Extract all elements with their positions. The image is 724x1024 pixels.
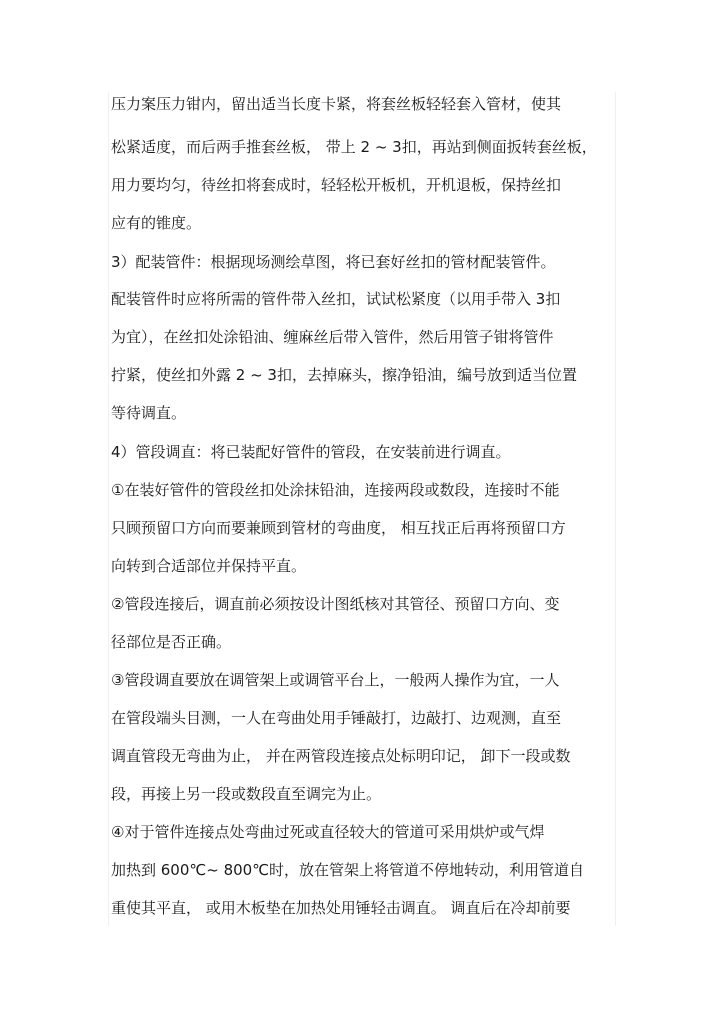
text-line: 段，再接上另一段或数段直至调完为止。 (111, 785, 382, 803)
text-line: 压力案压力钳内，留出适当长度卡紧，将套丝板轻轻套入管材，使其 (111, 95, 562, 113)
text-line: 加热到 600℃~ 800℃时，放在管架上将管道不停地转动，利用管道自 (111, 861, 585, 879)
text-line: 向转到合适部位并保持平直。 (111, 557, 307, 575)
text-line: 只顾预留口方向而要兼顾到管材的弯曲度， 相互找正后再将预留口方 (111, 519, 566, 537)
text-line: 等待调直。 (111, 404, 187, 422)
text-line: 松紧适度，而后两手推套丝板， 带上 2 ~ 3扣，再站到侧面扳转套丝板， (111, 138, 597, 156)
text-line: 在管段端头目测，一人在弯曲处用手锤敲打，边敲打、边观测，直至 (111, 709, 562, 727)
text-line: 拧紧，使丝扣外露 2 ~ 3扣，去掉麻头，擦净铅油，编号放到适当位置 (111, 366, 577, 384)
text-block (108, 92, 616, 926)
text-line: 径部位是否正确。 (111, 633, 232, 651)
text-line: 为宜），在丝扣处涂铅油、缠麻丝后带入管件，然后用管子钳将管件 (111, 328, 554, 346)
text-line: 配装管件时应将所需的管件带入丝扣，试试松紧度（以用手带入 3扣 (111, 290, 561, 308)
text-line: 调直管段无弯曲为止， 并在两管段连接点处标明印记， 卸下一段或数 (111, 747, 571, 765)
text-line: ②管段连接后，调直前必须按设计图纸核对其管径、预留口方向、变 (111, 595, 560, 613)
text-line: ③管段调直要放在调管架上或调管平台上，一般两人操作为宜，一人 (111, 671, 560, 689)
text-line: 用力要均匀，待丝扣将套成时，轻轻松开板机，开机退板，保持丝扣 (111, 176, 562, 194)
text-line: 重使其平直， 或用木板垫在加热处用锤轻击调直。 调直后在冷却前要 (111, 899, 571, 917)
text-line: ①在装好管件的管段丝扣处涂抹铅油，连接两段或数段，连接时不能 (111, 481, 560, 499)
text-line: 应有的锥度。 (111, 214, 202, 232)
text-line: 4）管段调直：将已装配好管件的管段，在安装前进行调直。 (111, 443, 511, 461)
text-line: 3）配装管件：根据现场测绘草图，将已套好丝扣的管材配装管件。 (111, 253, 556, 271)
text-line: ④对于管件连接点处弯曲过死或直径较大的管道可采用烘炉或气焊 (111, 823, 545, 841)
